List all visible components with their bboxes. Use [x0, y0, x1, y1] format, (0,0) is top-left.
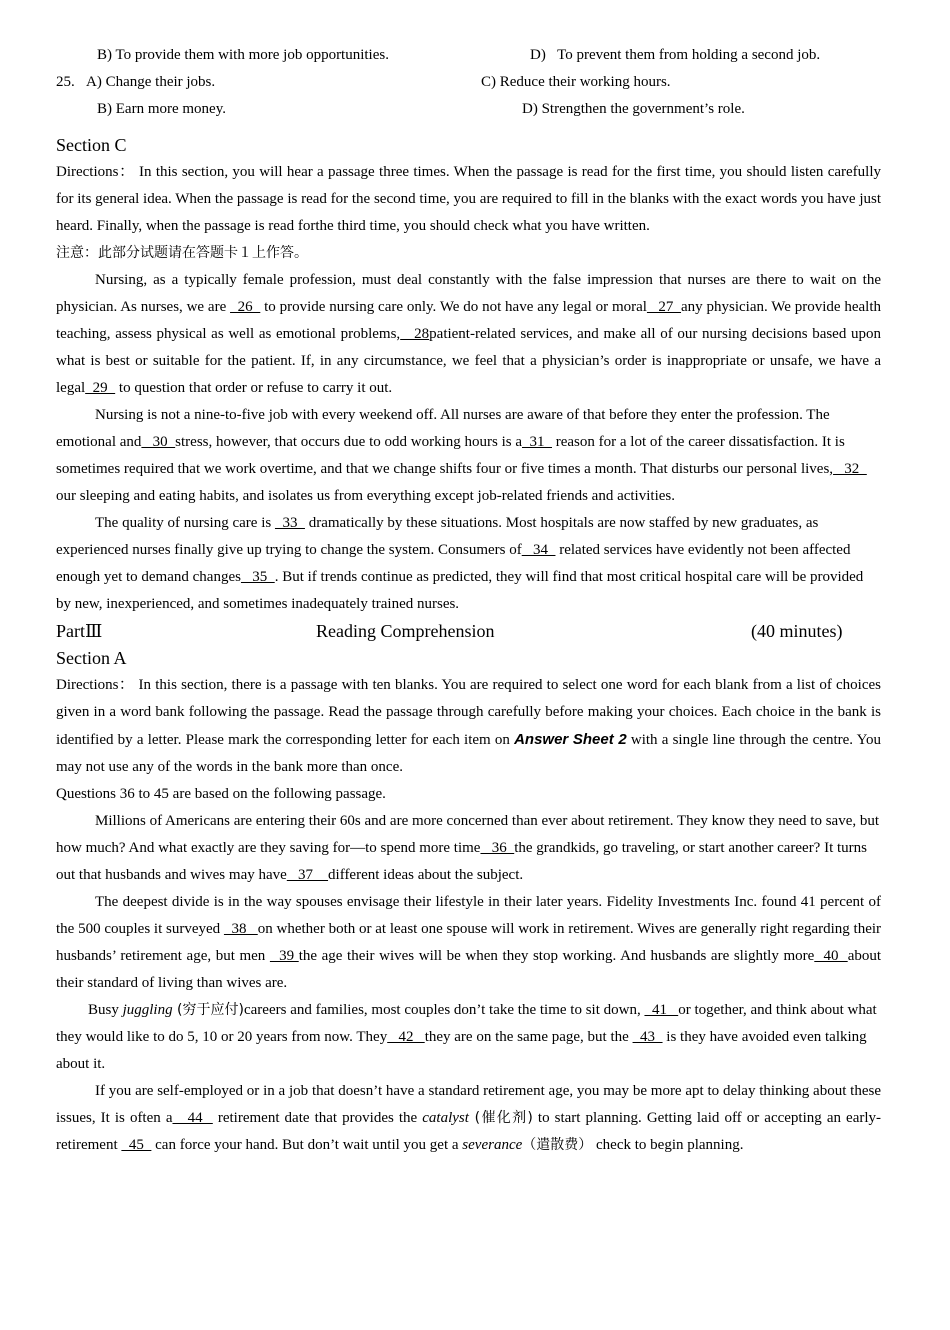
blank-34: 34 — [521, 542, 556, 558]
document-page — [56, 42, 881, 1159]
q24-row-2 — [56, 42, 881, 69]
section-a-paragraph-3: Busy juggling (穷于应付)careers and families, most couples don’t take the time to sit down, 41 or together, and think about what they would like to do 5, 10 or 20 years from now. They 42 they are on the same page, but the 43 is they have avoided even talking about it. — [56, 1002, 877, 1072]
blank-30: 30 — [141, 434, 176, 450]
part-3-label: PartⅢ — [56, 621, 103, 641]
blank-41: 41 — [644, 1002, 679, 1018]
blank-32: 32 — [833, 461, 867, 477]
section-a-paragraph-1: Millions of Americans are entering their 60s and are more concerned than ever about retirement. They know they need to save, but how much? And what exactly are they saving for—to spend more time 36 the grandkids, go traveling, or start another career? It turns out that husbands and wives may have 37 different ideas about the subject. — [56, 813, 880, 883]
blank-44: 44 — [172, 1110, 213, 1126]
blank-38: 38 — [223, 921, 258, 937]
section-c-paragraph-1: Nursing, as a typically female profession, must deal constantly with the false impression that nurses are there to wait on the physician. As nurses, we are 26 to provide nursing care only. We do not have any legal or moral 27 any physician. We provide health teaching, assess physical as well as emotional problems, 28patient-related services, and make all of our nursing decisions based upon what is best or suitable for the patient. If, in any circumstance, we feel that a physician’s order is inappropriate or unsafe, we have a legal 29 to question that order or refuse to carry it out. — [56, 272, 881, 396]
section-c-paragraph-3: The quality of nursing care is 33 dramatically by these situations. Most hospitals are now staffed by new graduates, as experienced nurses finally give up trying to change the system. Consumers of 34 related services have evidently not been affected enough yet to demand changes 35 . But if trends continue as predicted, they will find that most critical hospital care will be provided by new, inexperienced, and sometimes inadequately trained nurses. — [56, 515, 864, 612]
q25-row-2 — [56, 96, 881, 123]
section-a-paragraph-2: The deepest divide is in the way spouses envisage their lifestyle in their later years. Fidelity Investments Inc. found 41 percent of the 500 couples it surveyed 38 on whether both or at least one spouse will work in retirement. Wives are generally right regarding their husbands’ retirement age, but men 39 the age their wives will be when they stop working. And husbands are slightly more 40 about their standard of living than wives are. — [56, 894, 882, 991]
q25-option-a: 25. A) Change their jobs. — [56, 74, 216, 90]
blank-36: 36 — [480, 840, 515, 856]
answer-sheet-2: Answer Sheet 2 — [514, 731, 627, 748]
blank-27: 27 — [646, 299, 682, 315]
q24-option-b: B) To provide them with more job opportunities. — [97, 47, 389, 63]
questions-intro: Questions 36 to 45 are based on the following passage. — [56, 786, 386, 802]
q25-row-1 — [56, 69, 881, 96]
part-3-time: (40 minutes) — [751, 621, 843, 641]
blank-42: 42 — [387, 1029, 425, 1045]
section-c-title: Section C — [56, 135, 127, 155]
section-a-title: Section A — [56, 648, 127, 668]
q24-option-d: D) To prevent them from holding a second job. — [530, 47, 821, 63]
blank-45: 45 — [121, 1137, 152, 1153]
q25-option-d: D) Strengthen the government’s role. — [522, 101, 745, 117]
blank-29: 29 — [85, 380, 116, 396]
section-a-directions: Directions： In this section, there is a passage with ten blanks. You are required to select one word for each blank from a list of choices given in a word bank following the passage. Read the passage through carefully before making your choices. Each choice in the bank is identified by a letter. Please mark the corresponding letter for each item on Answer Sheet 2 with a single line through the centre. You may not use any of the words in the bank more than once. — [56, 677, 881, 775]
part-3-title: Reading Comprehension — [316, 621, 495, 641]
blank-28: 28 — [400, 326, 430, 342]
q25-option-b: B) Earn more money. — [97, 101, 226, 117]
blank-33: 33 — [274, 515, 305, 531]
blank-26: 26 — [230, 299, 261, 315]
blank-43: 43 — [632, 1029, 663, 1045]
blank-31: 31 — [522, 434, 552, 450]
blank-37: 37 — [286, 867, 329, 883]
section-c-paragraph-2: Nursing is not a nine-to-five job with every weekend off. All nurses are aware of that before they enter the profession. The emotional and 30 stress, however, that occurs due to odd working hours is a 31 reason for a lot of the career dissatisfaction. It is sometimes required that we work overtime, and that we change shifts four or five times a month. That disturbs our personal lives, 32 our sleeping and eating habits, and isolates us from everything except job-related friends and activities. — [56, 407, 867, 504]
section-a-paragraph-4: If you are self-employed or in a job that doesn’t have a standard retirement age, you may be more apt to delay thinking about these issues, It is often a 44 retirement date that provides the catalyst (催化剂) to start planning. Getting laid off or accepting an early-retirement 45 can force your hand. But don’t wait until you get a severance（遣散费） check to begin planning. — [56, 1083, 882, 1153]
part-3-header — [56, 618, 881, 645]
section-c-directions: Directions： In this section, you will hear a passage three times. When the passage is read for the first time, you should listen carefully for its general idea. When the passage is read for the second time, you are required to fill in the blanks with the exact words you have just heard. Finally, when the passage is read forthe third time, you should check what you have written. — [56, 164, 881, 234]
blank-35: 35 — [240, 569, 275, 585]
blank-39: 39 — [269, 948, 299, 964]
section-c-note: 注意：此部分试题请在答题卡１上作答。 — [56, 245, 308, 261]
q25-option-c: C) Reduce their working hours. — [481, 74, 671, 90]
blank-40: 40 — [814, 948, 848, 964]
